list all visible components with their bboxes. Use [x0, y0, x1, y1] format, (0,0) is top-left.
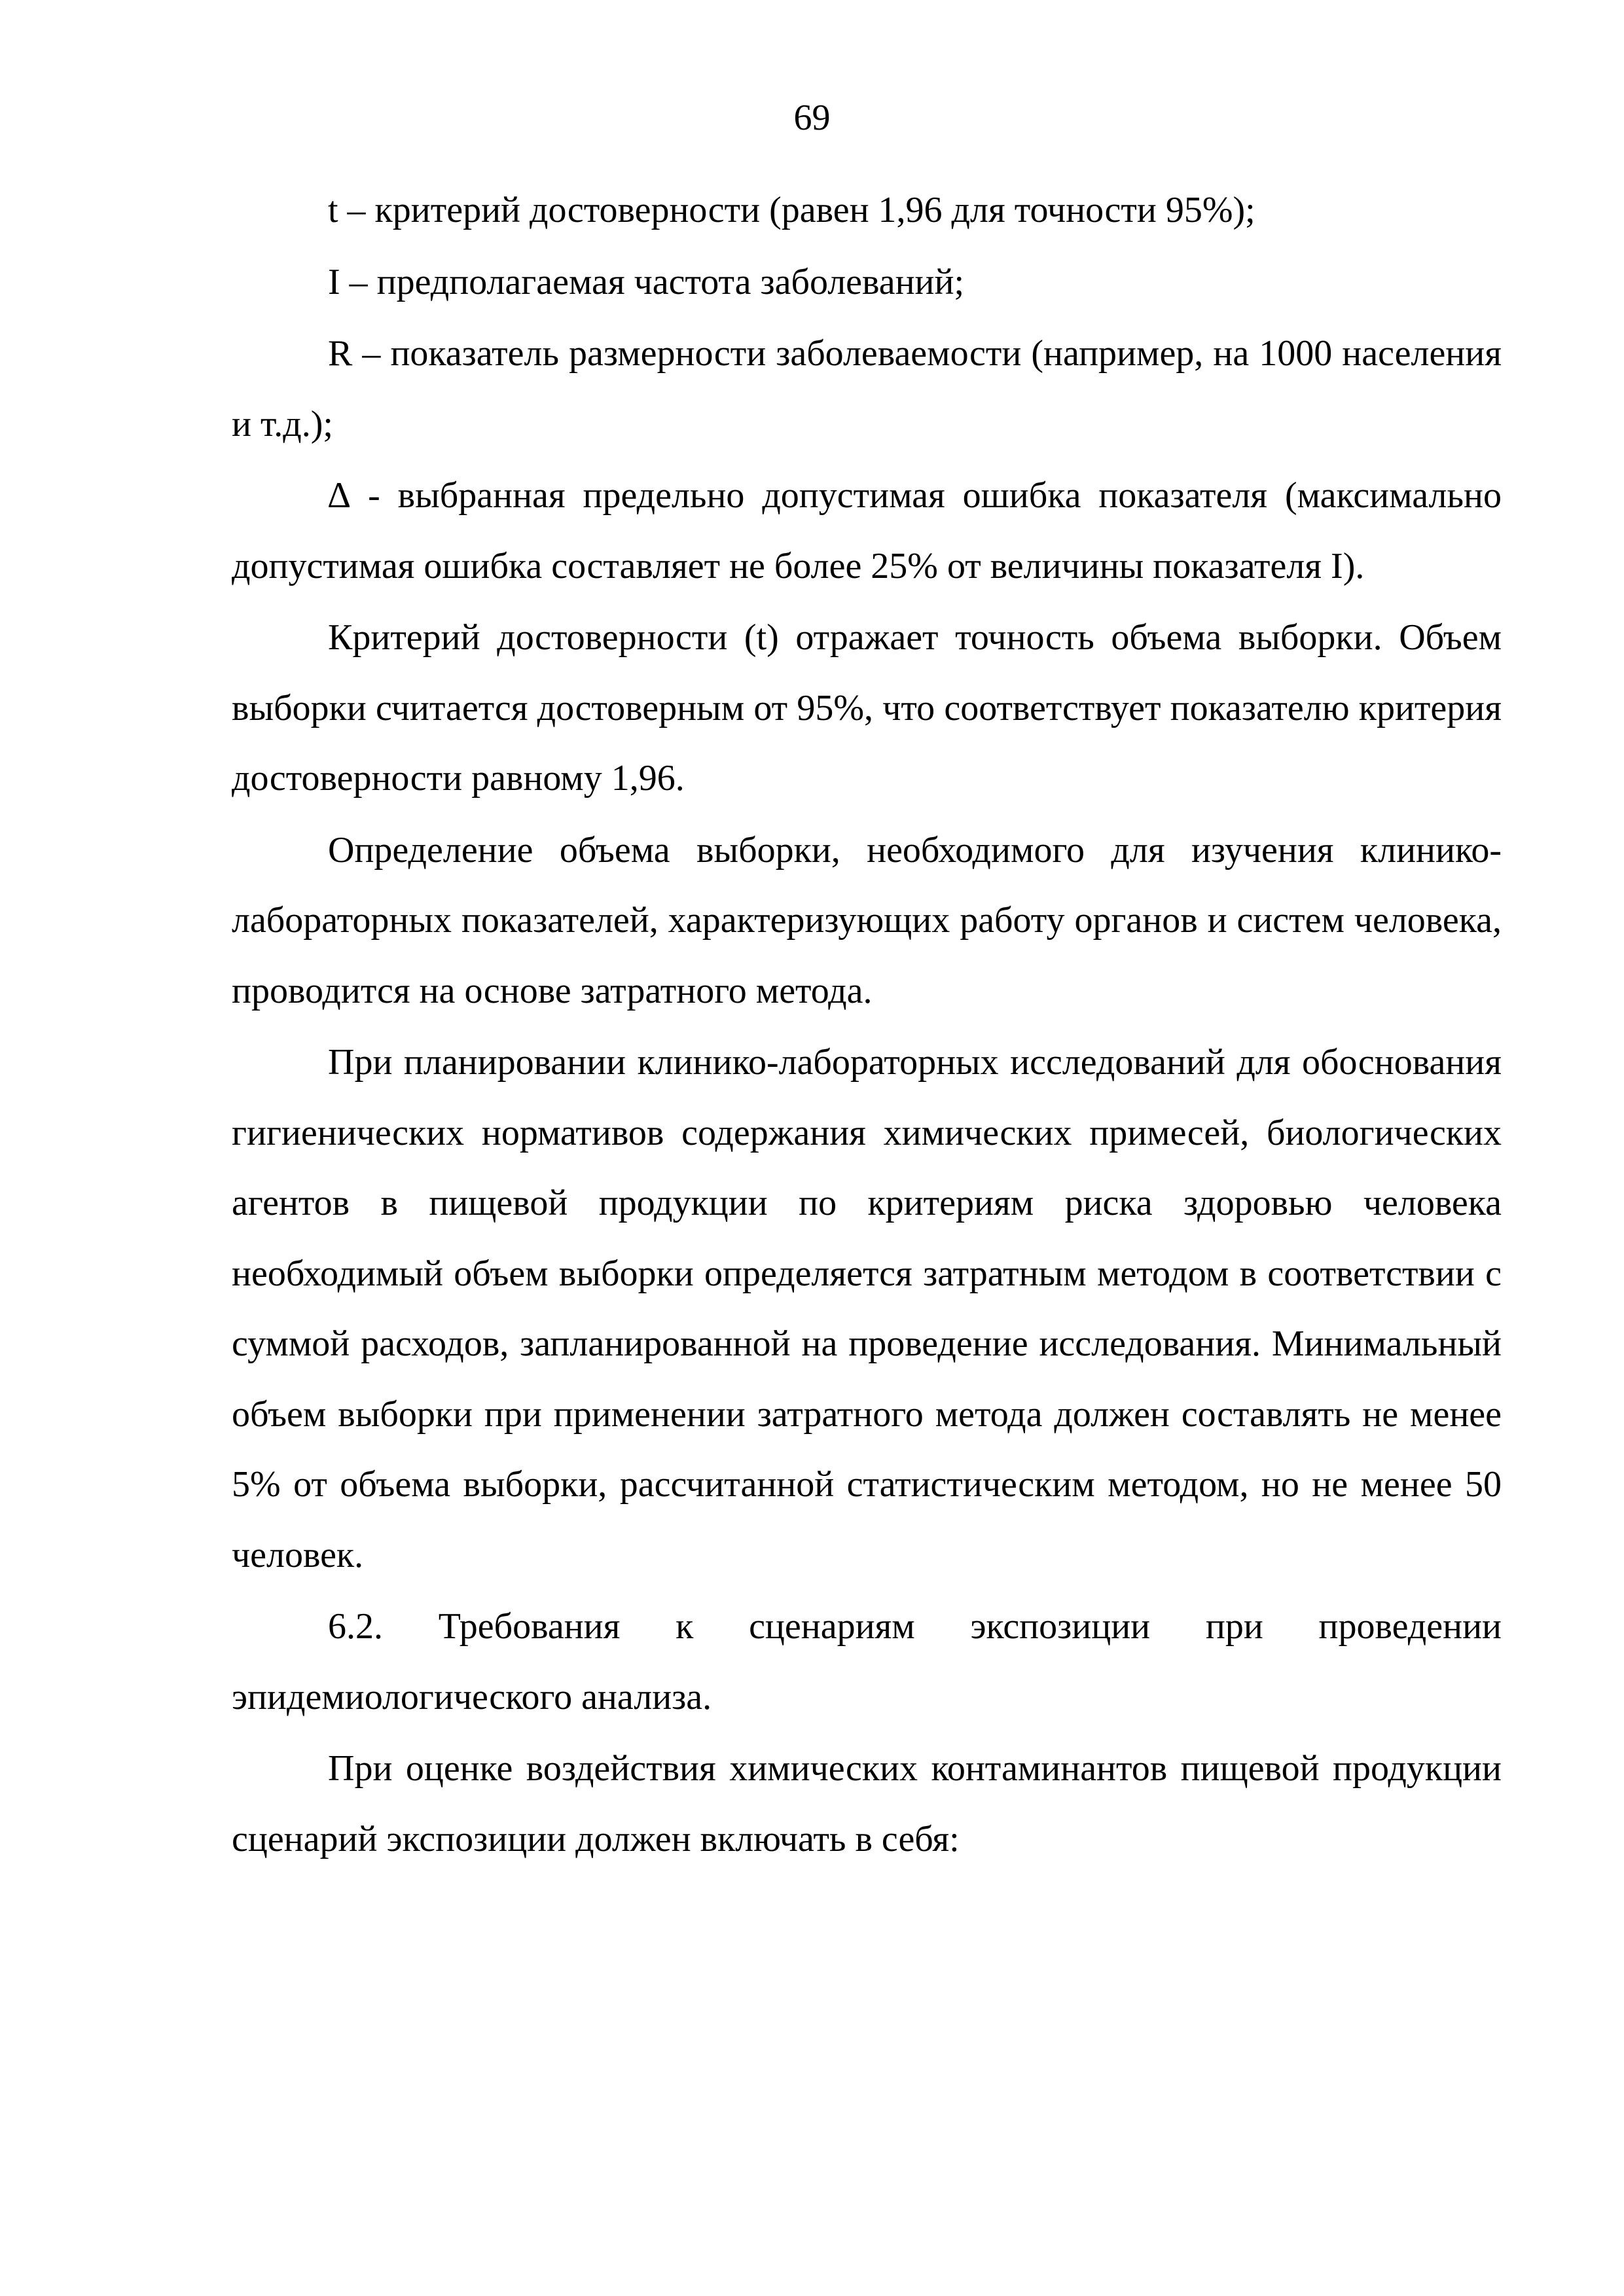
- paragraph-r-dimension: R – показатель размерности заболеваемости (например, на 1000 населения и т.д.);: [232, 333, 1502, 444]
- paragraph-clinical-lab-planning: При планировании клинико-лабораторных исследований для обоснования гигиенических нормативов содержания химических примесей, биологических агентов в пищевой продукции по критериям риска здоровью человека необходимый объем выборки определяется затратным методом в соответствии с суммой расходов, запланированной на проведение исследования. Минимальный объем выборки при применении затратного метода должен составлять не менее 5% от объема выборки, рассчитанной статистическим методом, но не менее 50 человек.: [232, 1042, 1502, 1575]
- page-number: 69: [793, 98, 831, 138]
- document-body: [232, 175, 1502, 1874]
- paragraph-i-frequency: I – предполагаемая частота заболеваний;: [328, 261, 965, 302]
- section-heading-6-2: 6.2. Требования к сценариям экспозиции при проведении эпидемиологического анализа.: [232, 1606, 1502, 1717]
- paragraph-t-criterion: t – критерий достоверности (равен 1,96 для точности 95%);: [328, 190, 1255, 230]
- paragraph-sample-size-method: Определение объема выборки, необходимого для изучения клинико-лабораторных показателей, характеризующих работу органов и систем человека, проводится на основе затратного метода.: [232, 829, 1502, 1011]
- paragraph-exposure-scenario: При оценке воздействия химических контаминантов пищевой продукции сценарий экспозиции должен включать в себя:: [232, 1748, 1502, 1859]
- paragraph-delta-error: ∆ - выбранная предельно допустимая ошибка показателя (максимально допустимая ошибка составляет не более 25% от величины показателя I).: [232, 475, 1502, 586]
- paragraph-reliability-criterion: Критерий достоверности (t) отражает точность объема выборки. Объем выборки считается достоверным от 95%, что соответствует показателю критерия достоверности равному 1,96.: [232, 617, 1502, 798]
